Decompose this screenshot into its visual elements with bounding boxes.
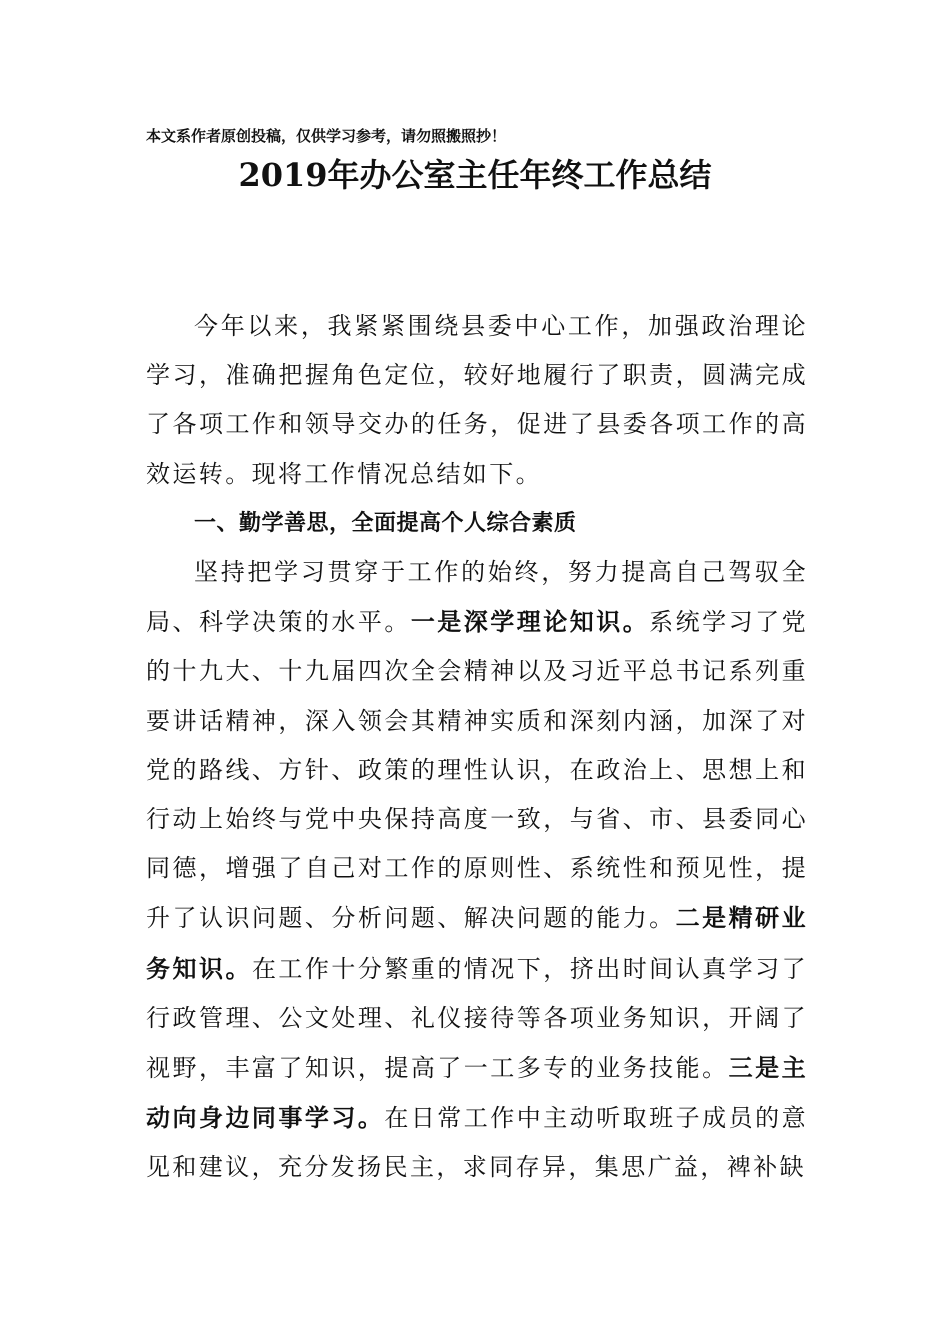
paragraph-lead: 坚持把学习贯穿于工作的始终，努力提高自己驾驭全局、科学决策的水平。	[146, 558, 808, 637]
intro-paragraph: 今年以来，我紧紧围绕县委中心工作，加强政治理论学习，准确把握角色定位，较好地履行了职责，圆满完成了各项工作和领导交办的任务，促进了县委各项工作的高效运转。现将工作情况总结如下。	[146, 312, 808, 488]
point-title-1: 一是深学理论知识。	[410, 607, 650, 637]
disclaimer-note: 本文系作者原创投稿，仅供学习参考，请勿照搬照抄！	[146, 127, 507, 145]
section-heading: 一、勤学善思，全面提高个人综合素质	[194, 510, 577, 536]
document-body	[146, 302, 808, 1193]
document-title: 2019年办公室主任年终工作总结	[238, 156, 712, 194]
point-text-2: 在工作十分繁重的情况下，挤出时间认真学习了行政管理、公文处理、礼仪接待等各项业务知识，开阔了视野，丰富了知识，提高了一工多专的业务技能。	[146, 954, 808, 1083]
section-paragraph	[146, 548, 808, 1193]
point-text-1: 系统学习了党的十九大、十九届四次全会精神以及习近平总书记系列重要讲话精神，深入领会其精神实质和深刻内涵，加深了对党的路线、方针、政策的理性认识，在政治上、思想上和行动上始终与党中央保持高度一致，与省、市、县委同心同德，增强了自己对工作的原则性、系统性和预见性，提升了认识问题、分析问题、解决问题的能力。	[146, 608, 808, 933]
point-text-3: 在日常工作中主动听取班子成员的意见和建议，充分发扬民主，求同存异，集思广益，裨补缺	[146, 1104, 808, 1182]
point-title-3: 三是主动向身边同事学习。	[146, 1053, 808, 1133]
point-title-2: 二是精研业务知识。	[146, 903, 809, 983]
